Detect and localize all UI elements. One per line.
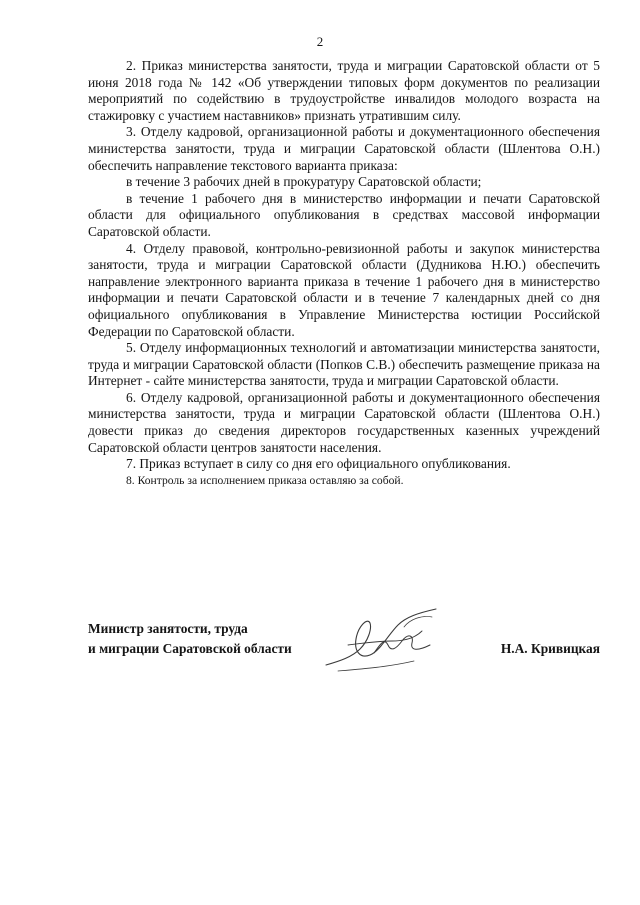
paragraph-7-effective-date: 7. Приказ вступает в силу со дня его официального опубликования. (126, 456, 511, 472)
paragraph-5-website-publication: 5. Отделу информационных технологий и автоматизации министерства занятости, труда и миграции Саратовской области (Попков С.В.) обеспечить размещение приказа на Интернет - сайте министерства занятости, труда и миграции Саратовской области. (88, 340, 600, 389)
signature-stroke-4 (338, 661, 414, 671)
paragraph-4-electronic-version: 4. Отделу правовой, контрольно-ревизионной работы и закупок министерства занятости, труда и миграции Саратовской области (Дудникова Н.Ю.) обеспечить направление электронного варианта приказа в течение 1 рабочего дня в министерство информации и печати Саратовской области и в течение 7 календарных дней со дня официального опубликования в Управление Министерства юстиции Российской Федерации по Саратовской области. (88, 240, 600, 339)
signatory-position-line-1: Министр занятости, труда (88, 621, 248, 636)
signature-block (88, 619, 600, 679)
order-body (88, 58, 600, 489)
paragraph-8-control: 8. Контроль за исполнением приказа оставляю за собой. (126, 473, 404, 487)
signatory-position-line-2: и миграции Саратовской области (88, 641, 292, 656)
signature-stroke-2 (348, 631, 422, 645)
page-number: 2 (316, 34, 324, 49)
paragraph-2-repeal-order: 2. Приказ министерства занятости, труда и миграции Саратовской области от 5 июня 2018 года № 142 «Об утверждении типовых форм документов по реализации мероприятий по содействию в трудоустройстве инвалидов молодого возраста на стажировку с участием наставников» признать утратившим силу. (88, 58, 600, 123)
paragraph-6-employment-centers: 6. Отделу кадровой, организационной работы и документационного обеспечения министерства занятости, труда и миграции Саратовской области (Шлентова О.Н.) довести приказ до сведения директоров государственных казенных учреждений Саратовской области центров занятости населения. (88, 389, 600, 455)
handwritten-signature (318, 605, 448, 677)
paragraph-3-text-version-delivery: 3. Отделу кадровой, организационной работы и документационного обеспечения министерства занятости, труда и миграции Саратовской области (Шлентова О.Н.) обеспечить направление текстового варианта приказа: (88, 124, 600, 173)
signatory-name: Н.А. Кривицкая (500, 641, 600, 656)
signatory-position (88, 619, 292, 659)
paragraph-3-media-deadline: в течение 1 рабочего дня в министерство информации и печати Саратовской области для официального опубликования в средствах массовой информации Саратовской области. (88, 190, 600, 239)
paragraph-3-prosecutor-deadline: в течение 3 рабочих дней в прокуратуру Саратовской области; (126, 174, 482, 190)
